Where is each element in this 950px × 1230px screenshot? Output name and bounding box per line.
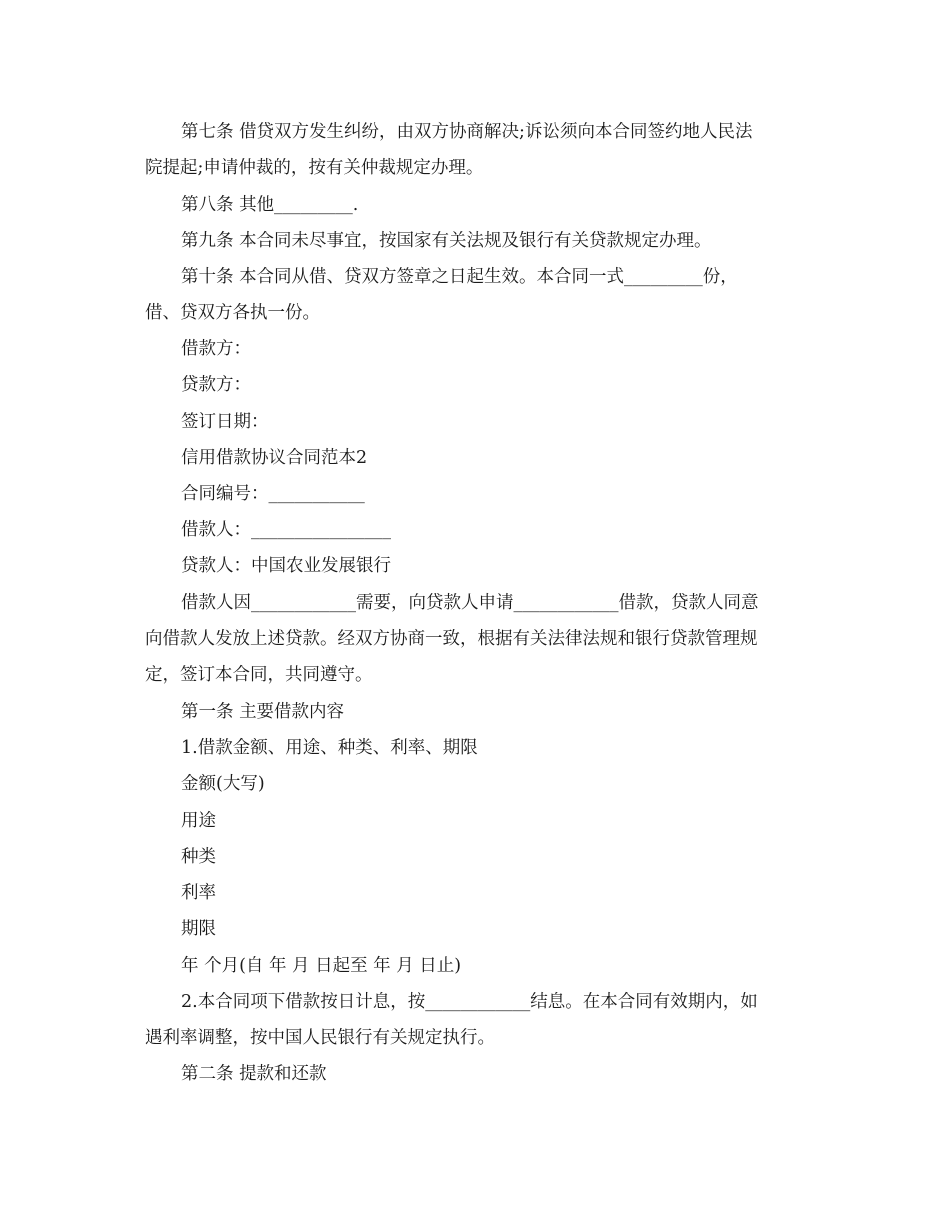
- purpose-label: 用途: [181, 811, 216, 831]
- clause-10-line-1: 第十条 本合同从借、贷双方签章之日起生效。本合同一式_________份，: [181, 267, 738, 287]
- type-label: 种类: [181, 847, 216, 867]
- article-1-heading: 第一条 主要借款内容: [181, 702, 345, 722]
- preamble-line-2: 向借款人发放上述贷款。经双方协商一致，根据有关法律法规和银行贷款管理规: [145, 629, 758, 649]
- item-1: 1.借款金额、用途、种类、利率、期限: [181, 738, 478, 758]
- term-detail: 年 个月(自 年 月 日起至 年 月 日止): [181, 956, 462, 976]
- item-2-line-2: 遇利率调整，按中国人民银行有关规定执行。: [145, 1028, 495, 1048]
- clause-9: 第九条 本合同未尽事宜，按国家有关法规及银行有关贷款规定办理。: [181, 231, 712, 251]
- borrower-field: 借款人：________________: [181, 520, 391, 540]
- amount-label: 金额(大写): [181, 774, 265, 794]
- preamble-line-3: 定，签订本合同，共同遵守。: [145, 665, 373, 685]
- interest-rate-label: 利率: [181, 883, 216, 903]
- lender-signature-label: 贷款方：: [181, 375, 251, 395]
- section-heading: 信用借款协议合同范本2: [181, 448, 368, 468]
- item-2-line-1: 2.本合同项下借款按日计息，按____________结息。在本合同有效期内，如: [181, 992, 758, 1012]
- clause-8: 第八条 其他_________.: [181, 195, 359, 215]
- lender-field: 贷款人：中国农业发展银行: [181, 556, 391, 576]
- clause-10-line-2: 借、贷双方各执一份。: [145, 303, 320, 323]
- signing-date-label: 签订日期：: [181, 412, 269, 432]
- preamble-line-1: 借款人因____________需要，向贷款人申请____________借款，贷款人同意: [181, 593, 759, 613]
- article-2-heading: 第二条 提款和还款: [181, 1064, 327, 1084]
- borrower-signature-label: 借款方：: [181, 339, 251, 359]
- clause-7-line-1: 第七条 借贷双方发生纠纷，由双方协商解决;诉讼须向本合同签约地人民法: [181, 122, 753, 142]
- contract-number-field: 合同编号：___________: [181, 484, 365, 504]
- term-label: 期限: [181, 919, 216, 939]
- clause-7-line-2: 院提起;申请仲裁的，按有关仲裁规定办理。: [145, 158, 484, 178]
